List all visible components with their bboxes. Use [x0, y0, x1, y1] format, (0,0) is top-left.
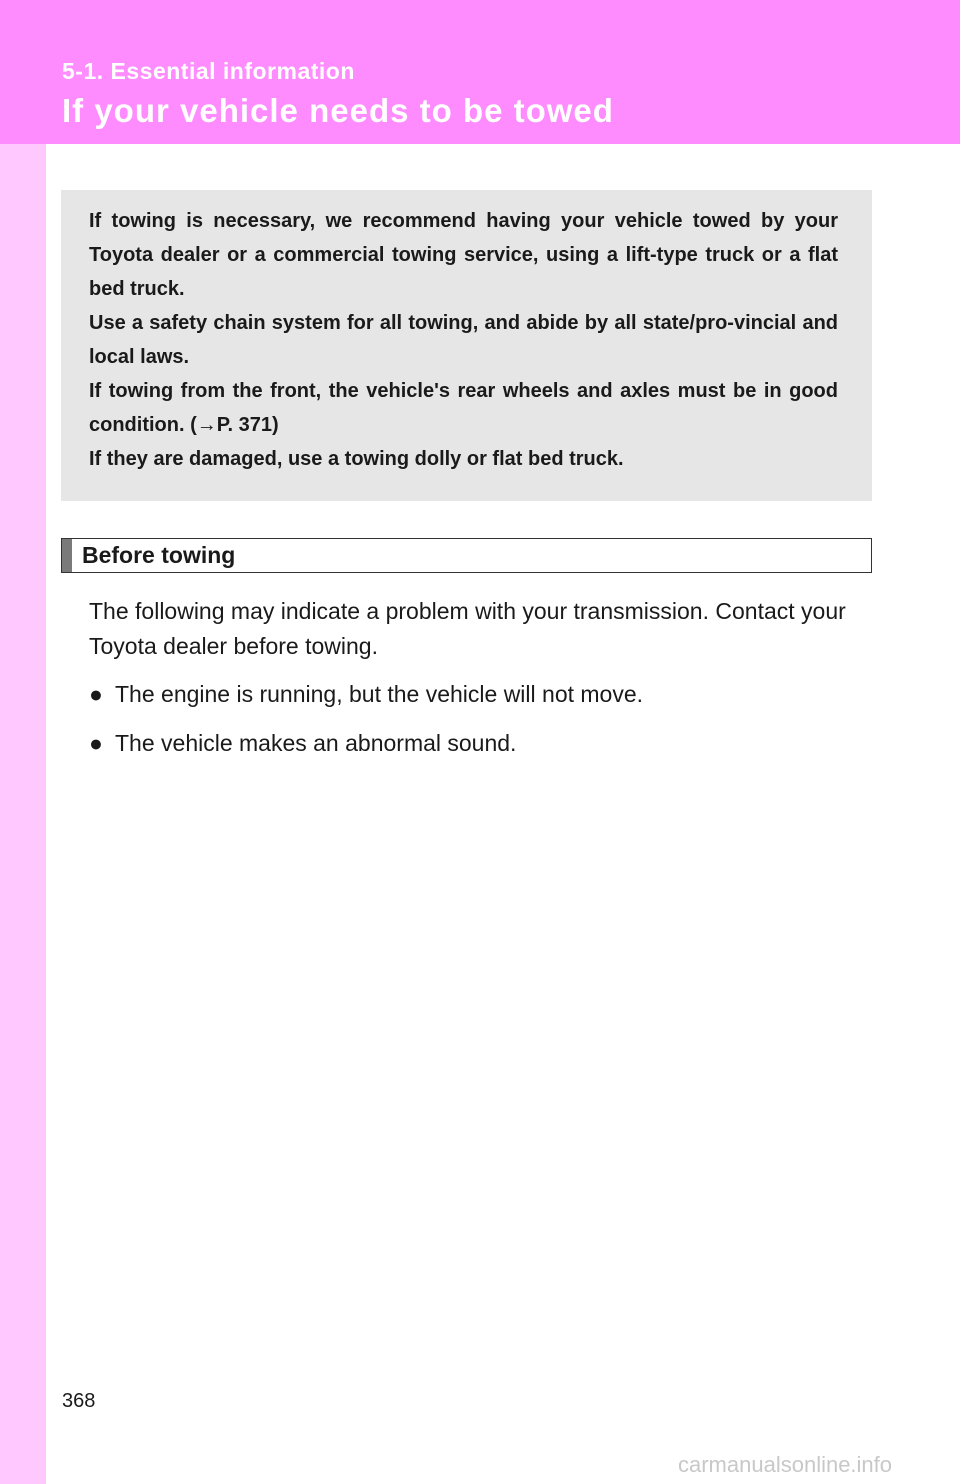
intro-box [61, 190, 872, 501]
intro-paragraph: If they are damaged, use a towing dolly or flat bed truck. [89, 448, 624, 470]
bullet-icon: ● [89, 730, 103, 756]
intro-paragraph: If towing is necessary, we recommend having your vehicle towed by your Toyota dealer or a commercial towing service, using a lift-type truck or a flat bed truck. [89, 210, 838, 300]
list-item-text: The vehicle makes an abnormal sound. [115, 730, 517, 756]
before-towing-body: The following may indicate a problem with your transmission. Contact your Toyota dealer before towing. [89, 598, 846, 659]
page-number: 368 [62, 1390, 96, 1412]
section-heading-label: Before towing [82, 542, 236, 568]
page-header [0, 0, 960, 144]
section-heading [61, 538, 872, 573]
intro-paragraph: Use a safety chain system for all towing, and abide by all state/pro-vincial and local laws. [89, 312, 838, 368]
side-strip [0, 144, 46, 1484]
list-item [89, 726, 516, 761]
intro-paragraph [89, 374, 838, 442]
list-item [89, 677, 643, 712]
intro-paragraph-text: If towing from the front, the vehicle's rear wheels and axles must be in good condition. (→P. 371) [89, 380, 838, 436]
page-title: If your vehicle needs to be towed [62, 92, 614, 129]
list-item-text: The engine is running, but the vehicle will not move. [115, 681, 644, 707]
section-label: 5-1. Essential information [62, 58, 355, 84]
bullet-icon: ● [89, 681, 103, 707]
watermark: carmanualsonline.info [678, 1452, 893, 1477]
heading-accent-bar [62, 539, 72, 572]
